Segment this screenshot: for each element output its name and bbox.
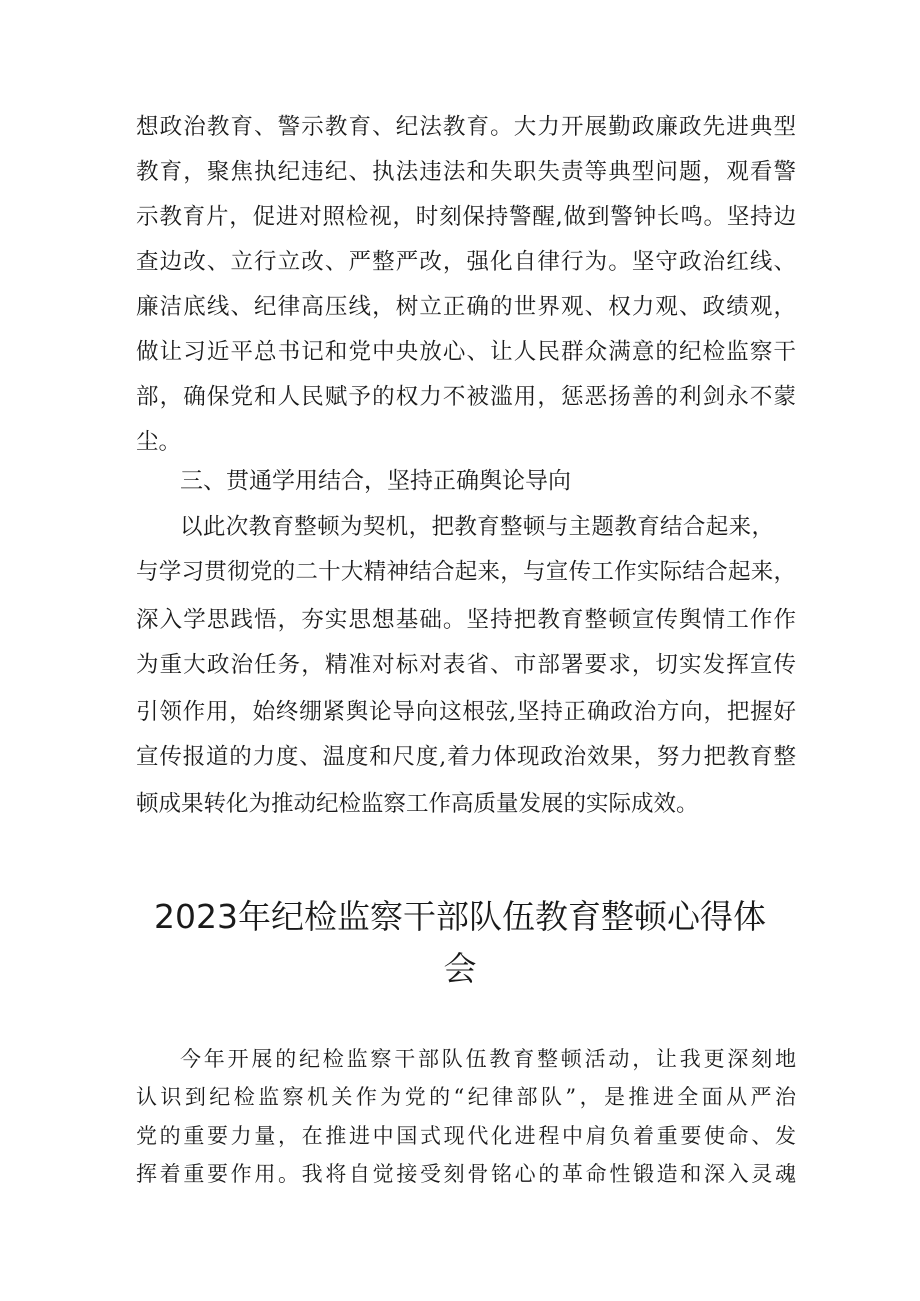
- text-line: 认识到纪检监察机关作为党的“纪律部队”，是推进全面从严治: [136, 1085, 796, 1109]
- text-line: 挥着重要作用。我将自觉接受刻骨铭心的革命性锻造和深入灵魂: [136, 1162, 796, 1186]
- text-line: 做让习近平总书记和党中央放心、让人民群众满意的纪检监察干: [136, 339, 796, 365]
- text-line: 廉洁底线、纪律高压线，树立正确的世界观、权力观、政绩观，: [136, 294, 796, 320]
- text-line: 引领作用，始终绷紧舆论导向这根弦,坚持正确政治方向，把握好: [136, 699, 796, 725]
- text-line: 以此次教育整顿为契机，把教育整顿与主题教育结合起来，: [180, 514, 774, 540]
- text-line: 深入学思践悟，夯实思想基础。坚持把教育整顿宣传舆情工作作: [136, 607, 796, 633]
- text-line: 查边改、立行立改、严整严改，强化自律行为。坚守政治红线、: [136, 249, 796, 275]
- section-heading: 三、贯通学用结合，坚持正确舆论导向: [180, 468, 571, 494]
- text-line: 宣传报道的力度、温度和尺度,着力体现政治效果，努力把教育整: [136, 744, 796, 770]
- text-line: 顿成果转化为推动纪检监察工作高质量发展的实际成效。: [136, 791, 699, 817]
- text-line: 部，确保党和人民赋予的权力不被滥用，惩恶扬善的利剑永不蒙: [136, 384, 796, 410]
- text-line: 党的重要力量，在推进中国式现代化进程中肩负着重要使命、发: [136, 1124, 796, 1148]
- article-title: 2023年纪检监察干部队伍教育整顿心得体: [154, 897, 766, 936]
- text-line: 教育，聚焦执纪违纪、执法违法和失职失责等典型问题，观看警: [136, 159, 796, 185]
- text-line: 尘。: [136, 429, 182, 455]
- article-title-continued: 会: [443, 949, 477, 988]
- text-line: 与学习贯彻党的二十大精神结合起来，与宣传工作实际结合起来，: [136, 559, 796, 585]
- text-line: 为重大政治任务，精准对标对表省、市部署要求，切实发挥宣传: [136, 652, 796, 678]
- text-line: 今年开展的纪检监察干部队伍教育整顿活动，让我更深刻地: [180, 1047, 796, 1071]
- text-line: 示教育片，促进对照检视，时刻保持警醒,做到警钟长鸣。坚持边: [136, 204, 796, 230]
- text-line: 想政治教育、警示教育、纪法教育。大力开展勤政廉政先进典型: [136, 114, 796, 140]
